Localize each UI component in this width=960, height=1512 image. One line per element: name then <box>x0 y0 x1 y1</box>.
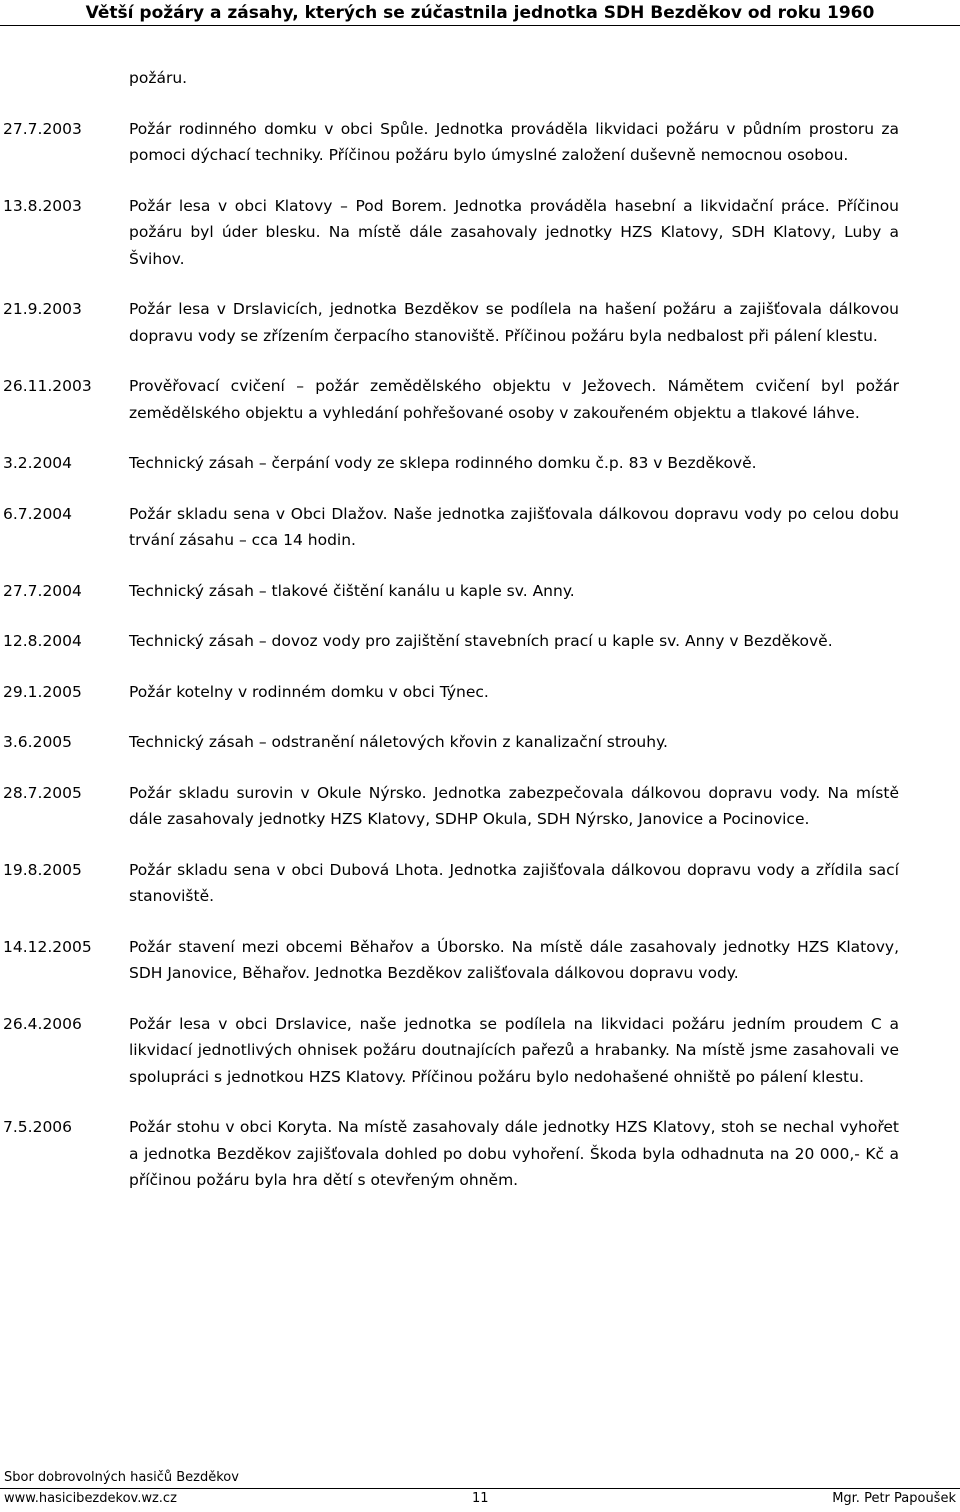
incident-entry <box>0 934 960 987</box>
incident-entry <box>0 780 960 833</box>
incident-date: 21.9.2003 <box>3 300 82 318</box>
incident-description: Požár skladu sena v obci Dubová Lhota. Jednotka zajišťovala dálkovou dopravu vody a zřídila sací stanoviště. <box>129 860 899 905</box>
incident-entry <box>0 193 960 273</box>
incident-date: 13.8.2003 <box>3 196 82 215</box>
incident-date: 14.12.2005 <box>3 937 92 956</box>
incident-date: 27.7.2004 <box>3 581 82 600</box>
incident-entry <box>0 1114 960 1194</box>
continuation-text: požáru. <box>129 69 188 87</box>
incident-description: Technický zásah – odstranění náletových křovin z kanalizační strouhy. <box>129 733 668 751</box>
incident-description: Požár kotelny v rodinném domku v obci Týnec. <box>129 682 489 701</box>
incident-date: 12.8.2004 <box>3 632 82 650</box>
incident-description: Požár lesa v obci Drslavice, naše jednotka se podílela na likvidaci požáru jedním proudem C a likvidací jednotlivých ohnisek požáru doutnajících pařezů a hrabanky. Na místě jsme zasahovali ve spolupráci s jednotkou HZS Klatovy. Příčinou požáru bylo nedohašené ohniště po pálení klestu. <box>129 1014 899 1086</box>
incident-entry <box>0 679 960 706</box>
incident-entry <box>0 857 960 910</box>
incident-entry <box>0 296 960 349</box>
page-number: 11 <box>472 1491 489 1506</box>
incident-entry <box>0 628 960 655</box>
incident-description: Požár lesa v Drslavicích, jednotka Bezděkov se podílela na hašení požáru a zajišťovala dálkovou dopravu vody se zřízením čerpacího stanoviště. Příčinou požáru byla nedbalost při pálení klestu. <box>129 300 899 345</box>
incident-date: 29.1.2005 <box>3 682 82 701</box>
incident-description: Požár rodinného domku v obci Spůle. Jednotka prováděla likvidaci požáru v půdním prostoru za pomoci dýchací techniky. Příčinou požáru bylo úmyslné založení duševně nemocnou osobou. <box>129 119 899 164</box>
incident-date: 7.5.2006 <box>3 1118 73 1136</box>
incident-description: Technický zásah – tlakové čištění kanálu u kaple sv. Anny. <box>129 581 575 600</box>
footer-row <box>0 1488 960 1509</box>
incident-date: 26.4.2006 <box>3 1014 82 1033</box>
incident-date: 6.7.2004 <box>3 504 73 523</box>
footer-organization: Sbor dobrovolných hasičů Bezděkov <box>4 1470 239 1485</box>
page-title: Větší požáry a zásahy, kterých se zúčastnila jednotka SDH Bezděkov od roku 1960 <box>85 3 875 23</box>
footer-author: Mgr. Petr Papoušek <box>832 1491 956 1506</box>
incident-date: 26.11.2003 <box>3 377 92 395</box>
incident-date: 28.7.2005 <box>3 783 82 802</box>
incident-description: Požár skladu sena v Obci Dlažov. Naše jednotka zajišťovala dálkovou dopravu vody po celou dobu trvání zásahu – cca 14 hodin. <box>129 504 899 549</box>
incident-description: Technický zásah – čerpání vody ze sklepa rodinného domku č.p. 83 v Bezděkově. <box>129 454 757 472</box>
incident-entry <box>0 578 960 605</box>
incident-entry <box>0 116 960 169</box>
footer-website-link[interactable]: www.hasicibezdekov.wz.cz <box>4 1491 177 1506</box>
incident-description: Požár stavení mezi obcemi Běhařov a Úborsko. Na místě dále zasahovaly jednotky HZS Klatovy, SDH Janovice, Běhařov. Jednotka Bezděkov zališťovala dálkovou dopravu vody. <box>129 937 899 982</box>
incident-entry <box>0 501 960 554</box>
incident-entry <box>0 373 960 426</box>
incident-list <box>0 65 960 1218</box>
incident-description: Prověřovací cvičení – požár zemědělského objektu v Ježovech. Námětem cvičení byl požár zemědělského objektu a vyhledání pohřešované osoby v zakouřeném objektu a tlakové láhve. <box>129 377 899 422</box>
incident-entry <box>0 1011 960 1091</box>
incident-date: 19.8.2005 <box>3 860 82 879</box>
incident-description: Technický zásah – dovoz vody pro zajištění stavebních prací u kaple sv. Anny v Bezděkově. <box>129 632 833 650</box>
incident-description: Požár stohu v obci Koryta. Na místě zasahovaly dále jednotky HZS Klatovy, stoh se nechal vyhořet a jednotka Bezděkov zajišťovala dohled po dobu vyhoření. Škoda byla odhadnuta na 20 000,- Kč a příčinou požáru byla hra dětí s otevřeným ohněm. <box>129 1118 899 1189</box>
incident-date: 3.2.2004 <box>3 454 73 472</box>
incident-entry <box>0 729 960 756</box>
incident-entry <box>0 450 960 477</box>
continuation-entry <box>0 65 960 92</box>
page-header <box>0 0 960 26</box>
page-footer <box>0 1468 960 1509</box>
incident-description: Požár skladu surovin v Okule Nýrsko. Jednotka zabezpečovala dálkovou dopravu vody. Na místě dále zasahovaly jednotky HZS Klatovy, SDHP Okula, SDH Nýrsko, Janovice a Pocinovice. <box>129 783 899 828</box>
incident-description: Požár lesa v obci Klatovy – Pod Borem. Jednotka prováděla hasební a likvidační práce. Příčinou požáru byl úder blesku. Na místě dále zasahovaly jednotky HZS Klatovy, SDH Klatovy, Luby a Švihov. <box>129 196 899 268</box>
incident-date: 27.7.2003 <box>3 119 82 138</box>
incident-date: 3.6.2005 <box>3 733 73 751</box>
